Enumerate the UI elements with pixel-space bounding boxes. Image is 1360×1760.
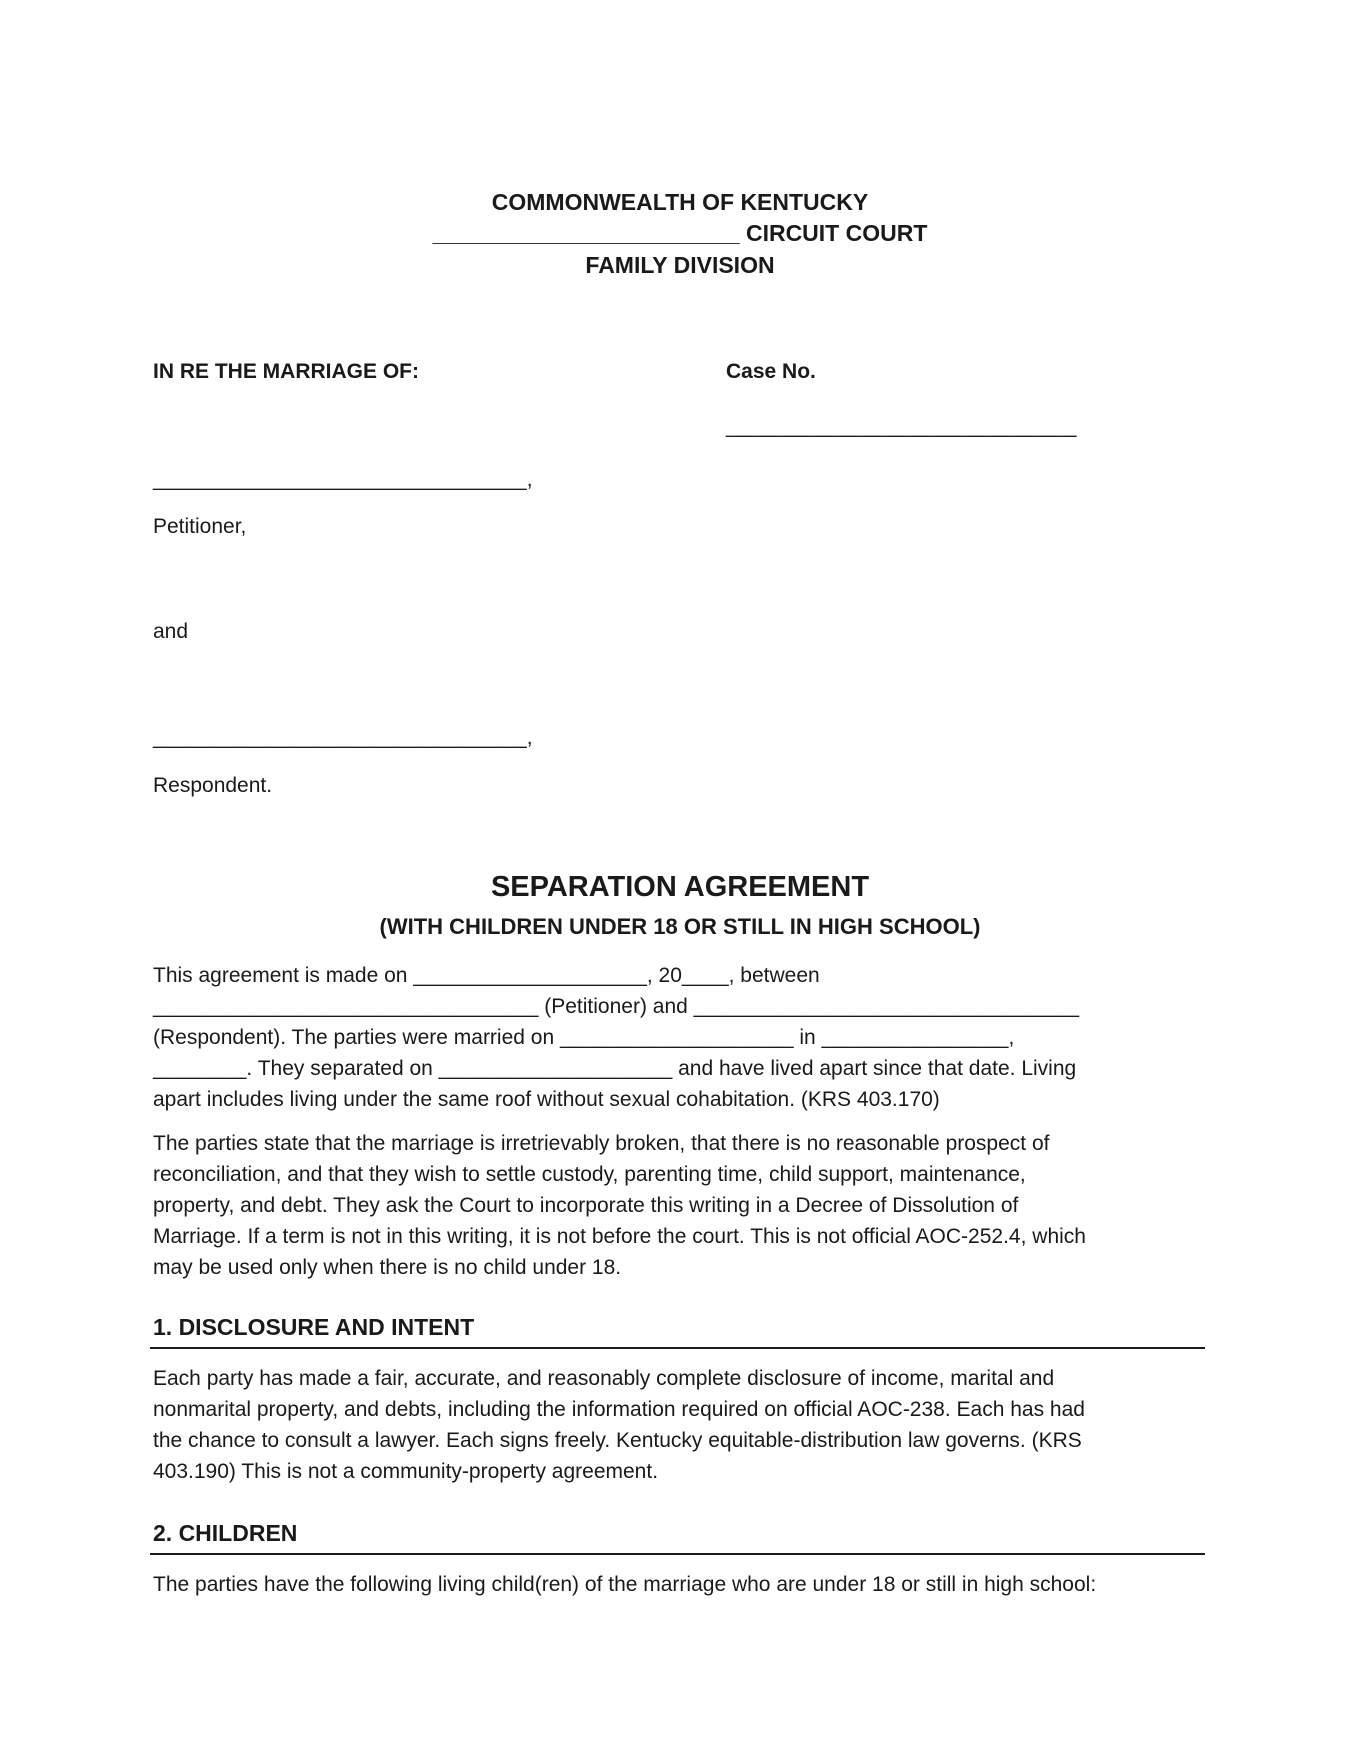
section-heading-children: 2. CHILDREN (153, 1520, 298, 1546)
disclosure-line: the chance to consult a lawyer. Each signs freely. Kentucky equitable-distribution law governs. (KRS (153, 1429, 1082, 1452)
section-divider (150, 1553, 1205, 1555)
disclosure-line: Each party has made a fair, accurate, and reasonably complete disclosure of income, marital and (153, 1367, 1055, 1390)
intro-line: (Respondent). The parties were married on ____________________ in ________________, (153, 1026, 1015, 1049)
statement-line: property, and debt. They ask the Court to incorporate this writing in a Decree of Dissolution of (153, 1194, 1019, 1217)
petitioner-label: Petitioner, (153, 515, 247, 538)
and-label: and (153, 620, 189, 643)
disclosure-line: nonmarital property, and debts, including the information required on official AOC-238. Each has had (153, 1398, 1085, 1421)
intro-line: This agreement is made on ____________________, 20____, between (153, 964, 820, 987)
document-title: SEPARATION AGREEMENT (490, 871, 870, 903)
in-re-marriage-label: IN RE THE MARRIAGE OF: (153, 360, 419, 383)
court-header-commonwealth: COMMONWEALTH OF KENTUCKY (491, 189, 869, 215)
statement-line: Marriage. If a term is not in this writing, it is not before the court. This is not official AOC-252.4, which (153, 1225, 1086, 1248)
section-divider (150, 1347, 1205, 1349)
court-header-circuit-court: ________________________ CIRCUIT COURT (432, 220, 928, 246)
statement-paragraph (153, 1128, 1208, 1283)
respondent-name-blank[interactable]: ________________________________, (153, 726, 533, 749)
disclosure-line: 403.190) This is not a community-property agreement. (153, 1460, 659, 1483)
statement-line: may be used only when there is no child under 18. (153, 1256, 622, 1279)
document-subtitle: (WITH CHILDREN UNDER 18 OR STILL IN HIGH SCHOOL) (379, 914, 981, 939)
statement-line: The parties state that the marriage is irretrievably broken, that there is no reasonable prospect of (153, 1132, 1050, 1155)
children-line: The parties have the following living child(ren) of the marriage who are under 18 or still in high school: (153, 1573, 1097, 1596)
statement-line: reconciliation, and that they wish to settle custody, parenting time, child support, maintenance, (153, 1163, 1026, 1186)
court-header-family-division: FAMILY DIVISION (585, 252, 775, 278)
intro-line: _________________________________ (Petitioner) and _________________________________ (153, 995, 1080, 1018)
section-heading-disclosure: 1. DISCLOSURE AND INTENT (153, 1314, 475, 1340)
disclosure-paragraph (153, 1363, 1208, 1487)
intro-line: apart includes living under the same roof without sexual cohabitation. (KRS 403.170) (153, 1088, 940, 1111)
petitioner-name-blank[interactable]: ________________________________, (153, 468, 533, 491)
respondent-label: Respondent. (153, 774, 273, 797)
intro-line: ________. They separated on ____________________ and have lived apart since that date. Living (153, 1057, 1077, 1080)
children-paragraph (153, 1569, 1208, 1600)
case-number-blank[interactable]: ______________________________ (726, 415, 1077, 438)
intro-paragraph (153, 960, 1208, 1115)
case-number-label: Case No. (726, 360, 816, 383)
